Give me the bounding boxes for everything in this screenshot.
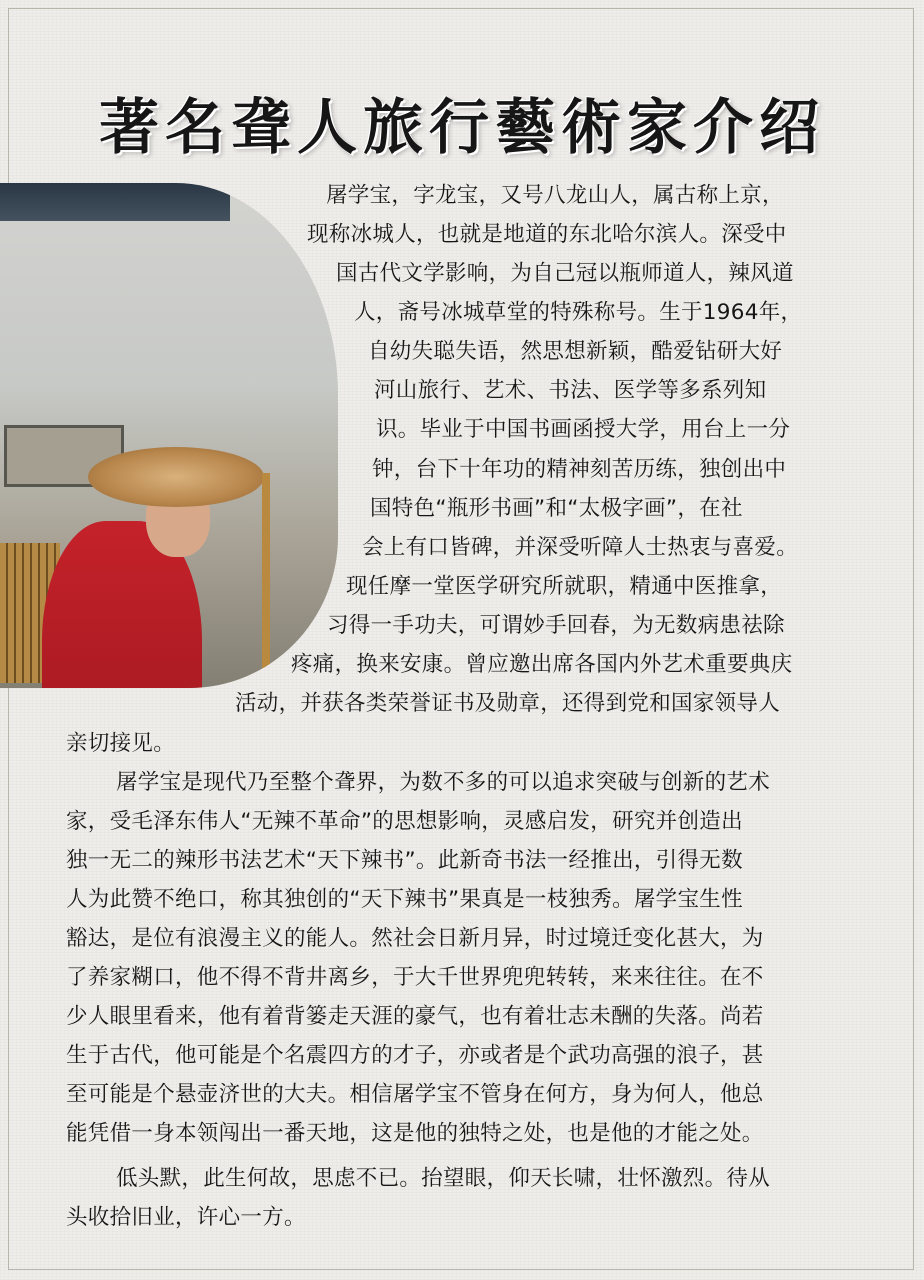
artist-photo	[0, 183, 338, 688]
photo-roof	[0, 183, 230, 221]
p2-line-2: 家，受毛泽东伟人“无辣不革命”的思想影响，灵感启发，研究并创造出	[66, 809, 743, 834]
p2-line-5: 豁达，是位有浪漫主义的能人。然社会日新月异，时过境迁变化甚大，为	[66, 926, 764, 951]
p1-line-6: 河山旅行、艺术、书法、医学等多系列知	[374, 378, 767, 403]
p1-line-4: 人，斋号冰城草堂的特殊称号。生于1964年，	[354, 300, 803, 325]
p1-line-14: 活动，并获各类荣誉证书及勋章，还得到党和国家领导人	[235, 691, 781, 716]
p2-line-7: 少人眼里看来，他有着背篓走天涯的豪气，也有着壮志未酬的失落。尚若	[66, 1004, 764, 1029]
photo-straw-hat	[88, 447, 264, 507]
p2-line-4: 人为此赞不绝口，称其独创的“天下辣书”果真是一枝独秀。屠学宝生性	[66, 887, 743, 912]
page-title: 著名聋人旅行藝術家介绍	[99, 93, 825, 163]
p3-line-1: 低头默，此生何故，思虑不已。抬望眼，仰天长啸，壮怀激烈。待从	[116, 1166, 771, 1191]
p2-line-3: 独一无二的辣形书法艺术“天下辣书”。此新奇书法一经推出，引得无数	[66, 848, 743, 873]
p2-line-10: 能凭借一身本领闯出一番天地，这是他的独特之处，也是他的才能之处。	[66, 1121, 764, 1146]
p3-line-2: 头收拾旧业，许心一方。	[66, 1205, 306, 1230]
p2-line-1: 屠学宝是现代乃至整个聋界，为数不多的可以追求突破与创新的艺术	[116, 770, 771, 795]
p1-line-1: 屠学宝，字龙宝，又号八龙山人，属古称上京，	[326, 183, 784, 208]
p2-line-6: 了养家糊口，他不得不背井离乡，于大千世界兜兜转转，来来往往。在不	[66, 965, 764, 990]
p1-line-12: 习得一手功夫，可谓妙手回春，为无数病患祛除	[327, 613, 785, 638]
p1-line-10: 会上有口皆碑，并深受听障人士热衷与喜爱。	[362, 535, 799, 560]
p1-line-15: 亲切接见。	[66, 731, 176, 756]
p1-line-9: 国特色“瓶形书画”和“太极字画”，在社	[370, 496, 743, 521]
p2-line-8: 生于古代，他可能是个名震四方的才子，亦或者是个武功高强的浪子，甚	[66, 1043, 764, 1068]
p2-line-9: 至可能是个悬壶济世的大夫。相信屠学宝不管身在何方，身为何人，他总	[66, 1082, 764, 1107]
p1-line-11: 现任摩一堂医学研究所就职，精通中医推拿，	[346, 574, 783, 599]
p1-line-5: 自幼失聪失语，然思想新颖，酷爱钻研大好	[368, 339, 783, 364]
p1-line-13: 疼痛，换来安康。曾应邀出席各国内外艺术重要典庆	[291, 652, 793, 677]
photo-staff	[262, 473, 270, 688]
p1-line-3: 国古代文学影响，为自己冠以瓶师道人，辣风道	[336, 261, 794, 286]
p1-line-8: 钟，台下十年功的精神刻苦历练，独创出中	[372, 457, 787, 482]
p1-line-7: 识。毕业于中国书画函授大学，用台上一分	[376, 417, 791, 442]
p1-line-2: 现称冰城人，也就是地道的东北哈尔滨人。深受中	[307, 222, 787, 247]
